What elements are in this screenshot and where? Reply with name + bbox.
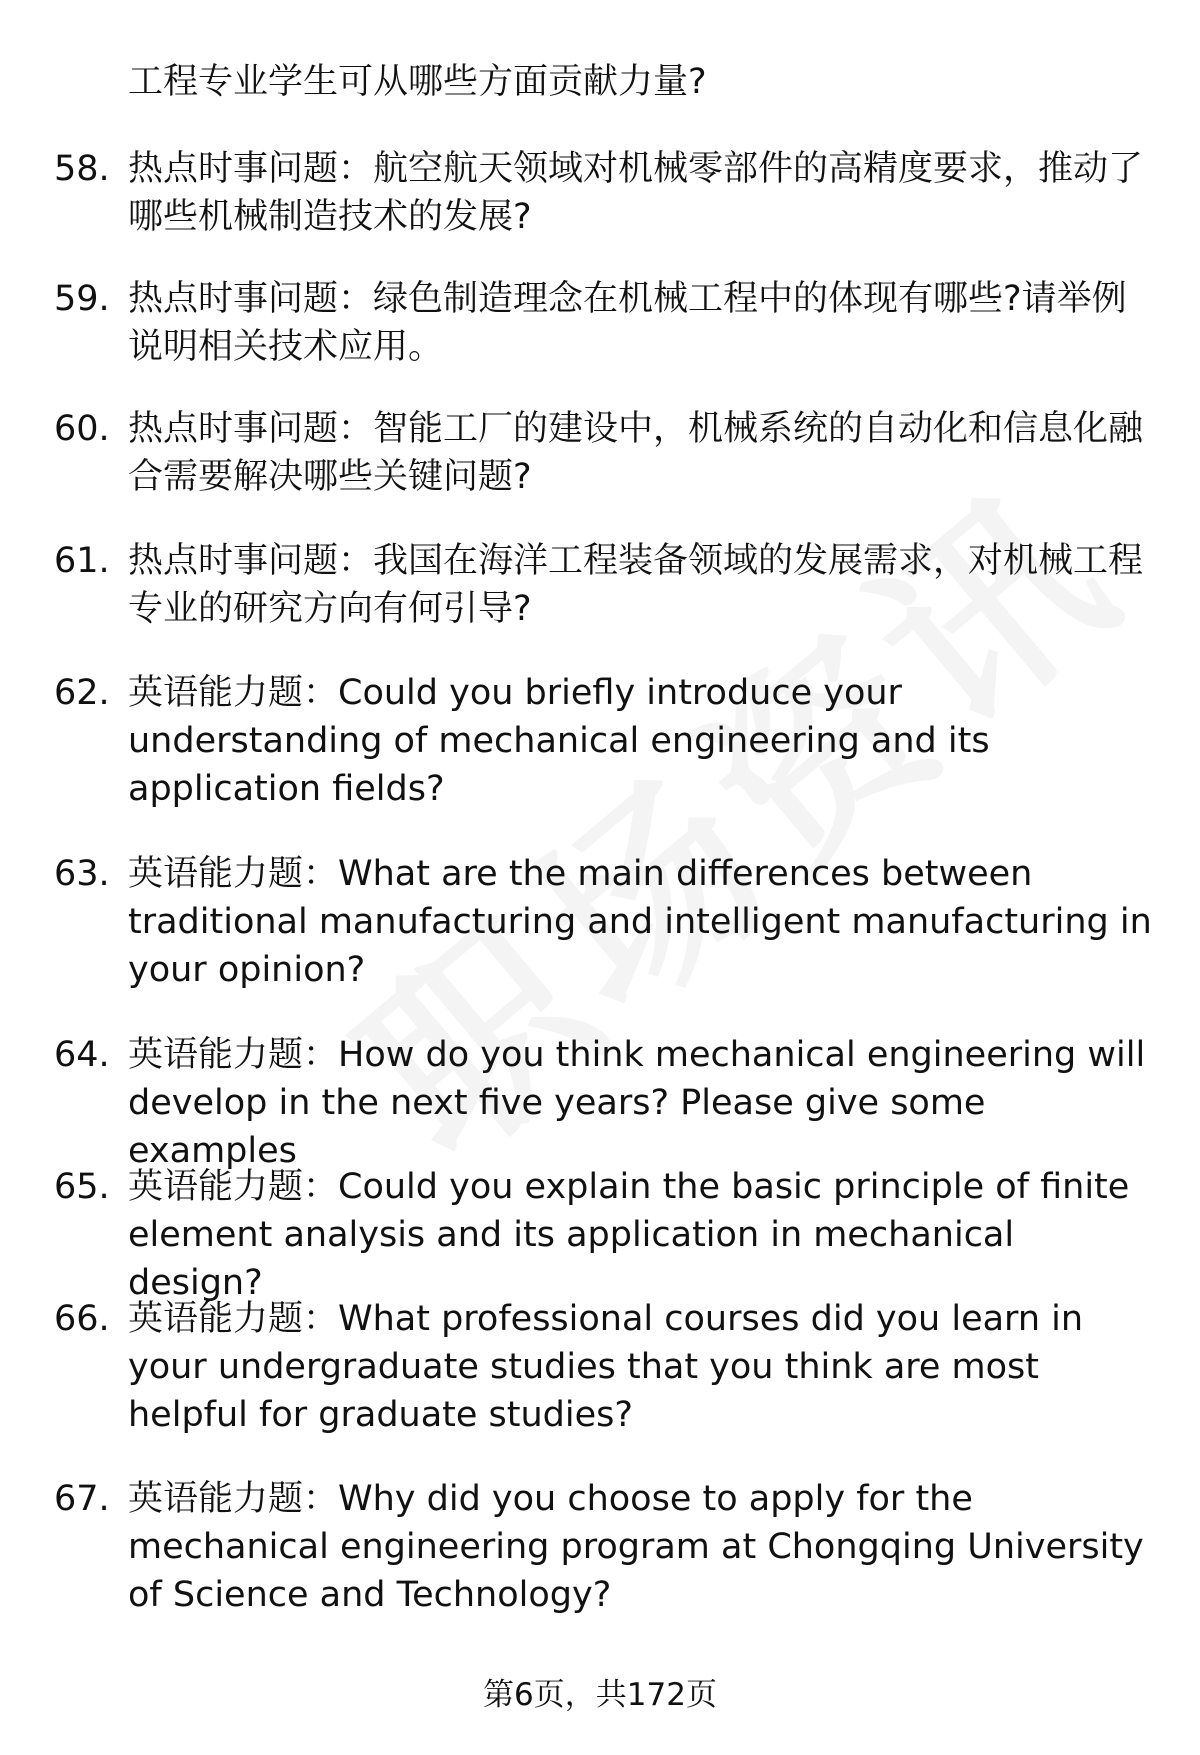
question-text: 热点时事问题：绿色制造理念在机械工程中的体现有哪些?请举例说明相关技术应用。 [128, 279, 1127, 367]
intro-line: 工程专业学生可从哪些方面贡献力量? [128, 62, 707, 102]
question-item [54, 537, 1164, 633]
question-item [54, 1163, 1164, 1307]
question-text: 英语能力题：Could you briefly introduce your understanding of mechanical engineering and its application fields? [128, 673, 990, 809]
question-text: 热点时事问题：航空航天领域对机械零部件的高精度要求，推动了哪些机械制造技术的发展? [128, 149, 1144, 237]
question-item [54, 405, 1164, 501]
question-item [54, 850, 1164, 994]
question-number: 62. [54, 673, 110, 713]
question-number: 61. [54, 541, 110, 581]
question-number: 58. [54, 149, 110, 189]
question-text: 英语能力题：What are the main differences between traditional manufacturing and intelligent manufacturing in your opinion? [128, 854, 1152, 990]
question-number: 59. [54, 279, 110, 319]
question-number: 67. [54, 1479, 110, 1519]
question-number: 63. [54, 854, 110, 894]
question-number: 65. [54, 1167, 110, 1207]
question-text: 热点时事问题：我国在海洋工程装备领域的发展需求，对机械工程专业的研究方向有何引导? [128, 541, 1144, 629]
question-item [54, 669, 1164, 813]
question-item [54, 1295, 1164, 1439]
question-text: 英语能力题：Could you explain the basic principle of finite element analysis and its application in mechanical design? [128, 1167, 1130, 1303]
question-text: 英语能力题：Why did you choose to apply for the mechanical engineering program at Chongqing University of Science and Technology? [128, 1479, 1144, 1615]
question-text: 英语能力题：How do you think mechanical engineering will develop in the next five years? Please give some examples [128, 1035, 1146, 1171]
question-item [54, 1475, 1164, 1619]
question-number: 60. [54, 409, 110, 449]
page-footer: 第6页，共172页 [483, 1677, 717, 1713]
question-number: 64. [54, 1035, 110, 1075]
question-item [54, 1031, 1164, 1175]
question-text: 热点时事问题：智能工厂的建设中，机械系统的自动化和信息化融合需要解决哪些关键问题? [128, 409, 1144, 497]
question-number: 66. [54, 1299, 110, 1339]
question-item [54, 145, 1164, 241]
question-item [54, 275, 1164, 371]
question-text: 英语能力题：What professional courses did you learn in your undergraduate studies that you think are most helpful for graduate studies? [128, 1299, 1084, 1435]
